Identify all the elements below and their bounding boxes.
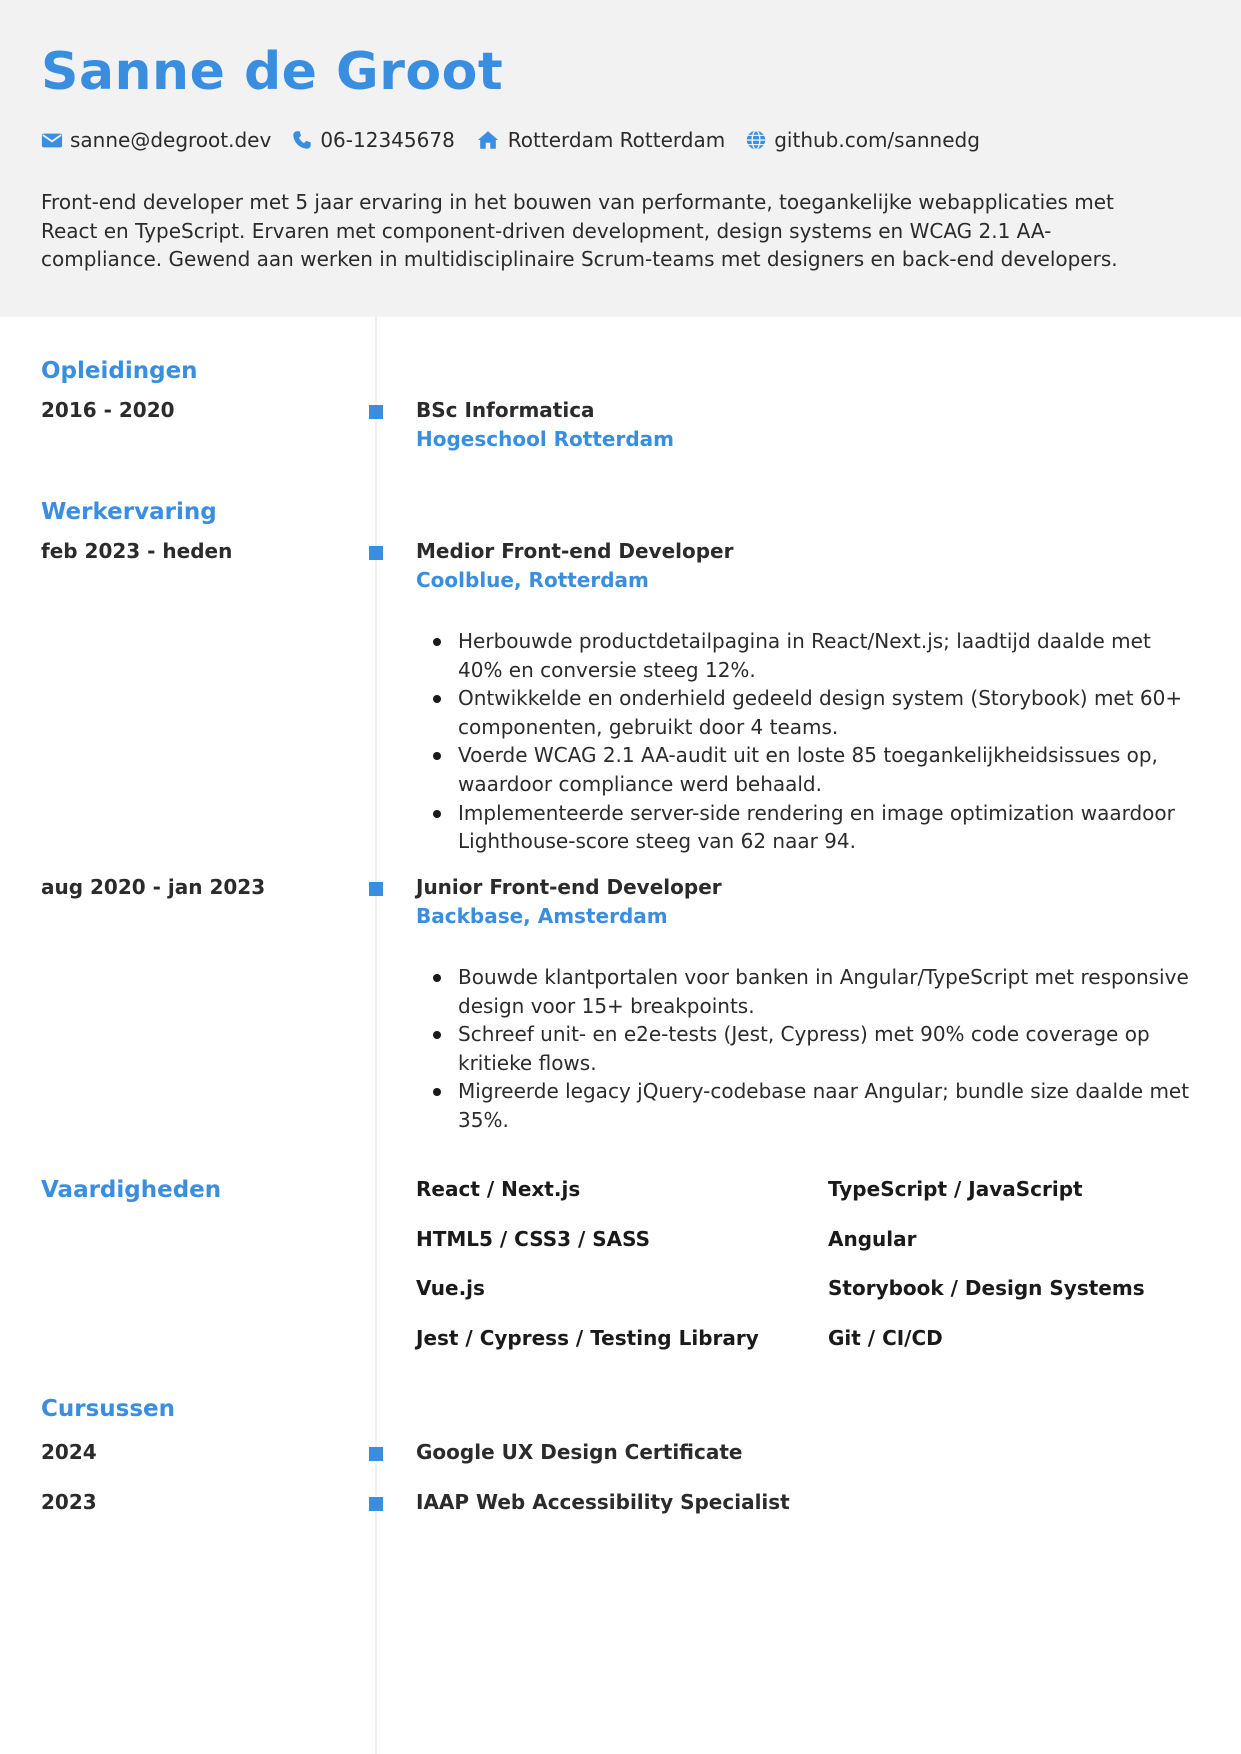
section-title-experience: Werkervaring	[41, 499, 217, 525]
candidate-name: Sanne de Groot	[41, 42, 504, 102]
job-company: Backbase, Amsterdam	[416, 904, 668, 928]
section-title-education: Opleidingen	[41, 358, 198, 384]
profile-summary: Front-end developer met 5 jaar ervaring in het bouwen van performante, toegankelijke webapplicaties met React en TypeScript. Ervaren met component-driven development, design systems en WCAG 2.1 AA-compliance. Gewend aan werken in multidisciplinaire Scrum-teams met designers en back-end developers.	[41, 190, 1118, 271]
job-date: feb 2023 - heden	[41, 539, 233, 563]
course-name: IAAP Web Accessibility Specialist	[416, 1490, 790, 1514]
skill-item: React / Next.js	[416, 1177, 581, 1201]
course-name: Google UX Design Certificate	[416, 1440, 743, 1464]
course-date: 2024	[41, 1440, 97, 1464]
section-title-courses: Cursussen	[41, 1396, 176, 1422]
skill-item: Angular	[828, 1227, 917, 1251]
job-company: Coolblue, Rotterdam	[416, 568, 649, 592]
course-date: 2023	[41, 1490, 97, 1514]
timeline-marker	[369, 1497, 383, 1511]
header	[0, 0, 1241, 317]
section-title-skills: Vaardigheden	[41, 1177, 222, 1203]
phone-text: 06-12345678	[320, 128, 455, 152]
globe-icon	[745, 129, 767, 151]
contact-bar	[41, 128, 1000, 152]
education-school: Hogeschool Rotterdam	[416, 427, 674, 451]
skill-item: Git / CI/CD	[828, 1326, 943, 1350]
timeline-marker	[369, 405, 383, 419]
timeline-marker	[369, 1447, 383, 1461]
job-date: aug 2020 - jan 2023	[41, 875, 266, 899]
list-item: Bouwde klantportalen voor banken in Angular/TypeScript met responsive design voor 15+ breakpoints.	[416, 963, 1196, 1020]
contact-location	[475, 128, 725, 152]
list-item: Migreerde legacy jQuery-codebase naar Angular; bundle size daalde met 35%.	[416, 1077, 1196, 1134]
contact-website[interactable]	[745, 128, 980, 152]
list-item: Ontwikkelde en onderhield gedeeld design system (Storybook) met 60+ componenten, gebruikt door 4 teams.	[416, 684, 1196, 741]
education-date: 2016 - 2020	[41, 398, 175, 422]
phone-icon	[291, 129, 313, 151]
job-achievements	[416, 627, 1196, 856]
job-role: Medior Front-end Developer	[416, 539, 734, 563]
contact-email[interactable]	[41, 128, 271, 152]
list-item: Schreef unit- en e2e-tests (Jest, Cypress) met 90% code coverage op kritieke flows.	[416, 1020, 1196, 1077]
timeline-marker	[369, 882, 383, 896]
location-text: Rotterdam Rotterdam	[507, 128, 726, 152]
skill-item: HTML5 / CSS3 / SASS	[416, 1227, 651, 1251]
list-item: Implementeerde server-side rendering en image optimization waardoor Lighthouse-score steeg van 62 naar 94.	[416, 799, 1196, 856]
skill-item: Vue.js	[416, 1276, 485, 1300]
timeline-divider	[375, 317, 377, 1754]
home-icon	[475, 129, 501, 151]
list-item: Herbouwde productdetailpagina in React/Next.js; laadtijd daalde met 40% en conversie steeg 12%.	[416, 627, 1196, 684]
envelope-icon	[41, 129, 63, 151]
skill-item: Jest / Cypress / Testing Library	[416, 1326, 759, 1350]
website-text: github.com/sannedg	[774, 128, 980, 152]
skill-item: TypeScript / JavaScript	[828, 1177, 1083, 1201]
education-degree: BSc Informatica	[416, 398, 595, 422]
job-achievements	[416, 963, 1196, 1135]
list-item: Voerde WCAG 2.1 AA-audit uit en loste 85 toegankelijkheidsissues op, waardoor compliance werd behaald.	[416, 741, 1196, 798]
timeline-marker	[369, 546, 383, 560]
contact-phone[interactable]	[291, 128, 454, 152]
skill-item: Storybook / Design Systems	[828, 1276, 1145, 1300]
job-role: Junior Front-end Developer	[416, 875, 722, 899]
email-text: sanne@degroot.dev	[70, 128, 272, 152]
